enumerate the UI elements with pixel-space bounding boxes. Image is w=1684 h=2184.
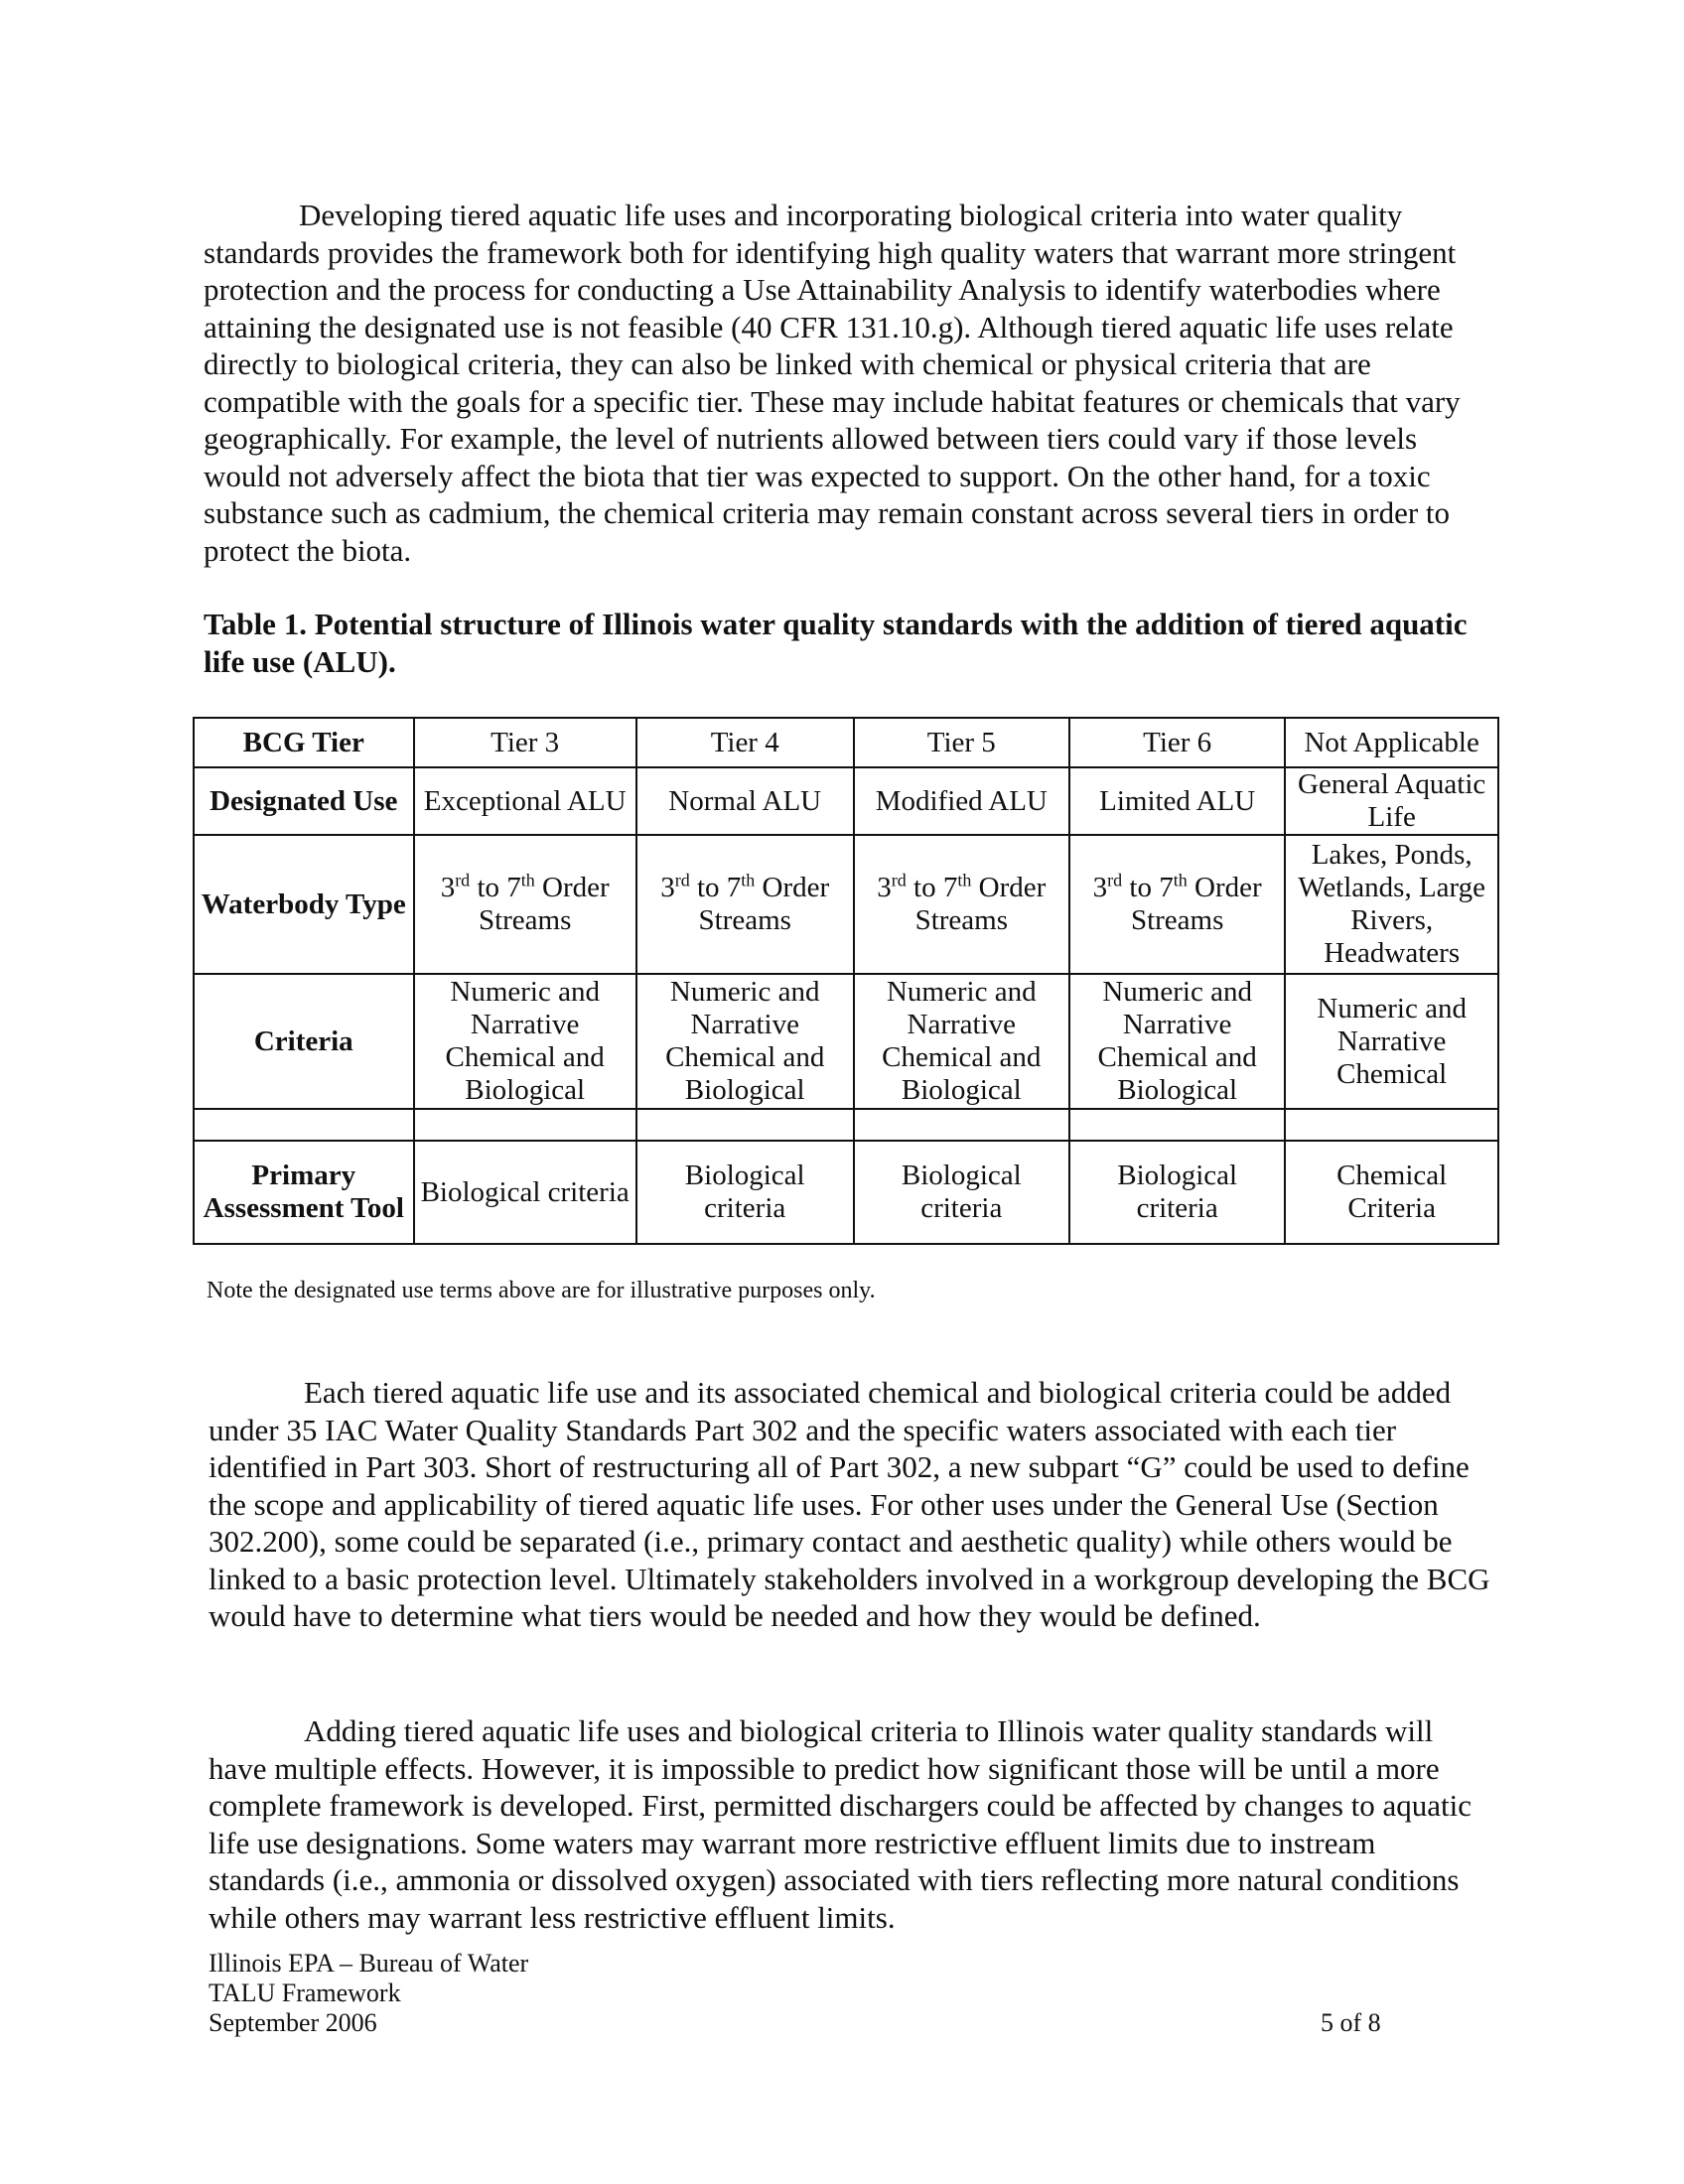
- footer-document: TALU Framework: [209, 1979, 401, 2007]
- empty-cell: [636, 1109, 854, 1141]
- cell-tier-4: Tier 4: [636, 718, 854, 767]
- row-label-criteria: Criteria: [194, 974, 414, 1109]
- cell-limited-alu: Limited ALU: [1069, 767, 1285, 835]
- footer-agency: Illinois EPA – Bureau of Water: [209, 1949, 529, 1978]
- cell-order-streams: 3rd to 7th Order Streams: [1069, 835, 1285, 974]
- cell-order-streams: 3rd to 7th Order Streams: [636, 835, 854, 974]
- row-label-bcg-tier: BCG Tier: [194, 718, 414, 767]
- cell-not-applicable: Not Applicable: [1285, 718, 1498, 767]
- table-note: Note the designated use terms above are for illustrative purposes only.: [207, 1278, 876, 1303]
- row-label-primary-assessment-tool: Primary Assessment Tool: [194, 1141, 414, 1244]
- cell-criteria: Numeric and Narrative Chemical and Biological: [414, 974, 636, 1109]
- paragraph-tiers: Each tiered aquatic life use and its associated chemical and biological criteria could be added under 35 IAC Water Quality Standards Part 302 and the specific waters associated with each tier identified in Part 303. Short of restructuring all of Part 302, a new subpart “G” could be used to define the scope and applicability of tiered aquatic life uses. For other uses under the General Use (Section 302.200), some could be separated (i.e., primary contact and aesthetic quality) while others would be linked to a basic protection level. Ultimately stakeholders involved in a workgroup developing the BCG would have to determine what tiers would be needed and how they would be defined.: [209, 1375, 1490, 1633]
- table-row-empty: [194, 1109, 1498, 1141]
- cell-biological-criteria: Biological criteria: [1069, 1141, 1285, 1244]
- cell-chemical-criteria: Chemical Criteria: [1285, 1141, 1498, 1244]
- empty-cell: [194, 1109, 414, 1141]
- empty-cell: [414, 1109, 636, 1141]
- empty-cell: [1069, 1109, 1285, 1141]
- row-label-designated-use: Designated Use: [194, 767, 414, 835]
- page-footer: [209, 1949, 528, 2038]
- cell-order-streams: 3rd to 7th Order Streams: [414, 835, 636, 974]
- cell-criteria-chemical: Numeric and Narrative Chemical: [1285, 974, 1498, 1109]
- cell-biological-criteria: Biological criteria: [636, 1141, 854, 1244]
- table-row: [194, 718, 1498, 767]
- row-label-waterbody-type: Waterbody Type: [194, 835, 414, 974]
- cell-biological-criteria: Biological criteria: [414, 1141, 636, 1244]
- tier-table: [193, 717, 1499, 1245]
- page-number: 5 of 8: [1321, 2008, 1381, 2037]
- cell-criteria: Numeric and Narrative Chemical and Biological: [636, 974, 854, 1109]
- cell-tier-5: Tier 5: [854, 718, 1069, 767]
- paragraph-intro: Developing tiered aquatic life uses and incorporating biological criteria into water quality standards provides the framework both for identifying high quality waters that warrant more stringent protection and the process for conducting a Use Attainability Analysis to identify waterbodies where attaining the designated use is not feasible (40 CFR 131.10.g). Although tiered aquatic life uses relate directly to biological criteria, they can also be linked with chemical or physical criteria that are compatible with the goals for a specific tier. These may include habitat features or chemicals that vary geographically. For example, the level of nutrients allowed between tiers could vary if those levels would not adversely affect the biota that tier was expected to support. On the other hand, for a toxic substance such as cadmium, the chemical criteria may remain constant across several tiers in order to protect the biota.: [204, 198, 1461, 568]
- cell-order-streams: 3rd to 7th Order Streams: [854, 835, 1069, 974]
- cell-tier-3: Tier 3: [414, 718, 636, 767]
- table-row: [194, 767, 1498, 835]
- cell-criteria: Numeric and Narrative Chemical and Biological: [1069, 974, 1285, 1109]
- table-caption: Table 1. Potential structure of Illinois water quality standards with the addition of tiered aquatic life use (ALU).: [204, 607, 1468, 679]
- cell-normal-alu: Normal ALU: [636, 767, 854, 835]
- paragraph-effects: Adding tiered aquatic life uses and biological criteria to Illinois water quality standards will have multiple effects. However, it is impossible to predict how significant those will be until a more complete framework is developed. First, permitted dischargers could be affected by changes to aquatic life use designations. Some waters may warrant more restrictive effluent limits due to instream standards (i.e., ammonia or dissolved oxygen) associated with tiers reflecting more natural conditions while others may warrant less restrictive effluent limits.: [209, 1713, 1472, 1935]
- empty-cell: [1285, 1109, 1498, 1141]
- cell-general-aquatic-life: General Aquatic Life: [1285, 767, 1498, 835]
- table-row: [194, 974, 1498, 1109]
- empty-cell: [854, 1109, 1069, 1141]
- cell-lakes-ponds: Lakes, Ponds, Wetlands, Large Rivers, Headwaters: [1285, 835, 1498, 974]
- table-row: [194, 835, 1498, 974]
- cell-exceptional-alu: Exceptional ALU: [414, 767, 636, 835]
- table-row: [194, 1141, 1498, 1244]
- cell-modified-alu: Modified ALU: [854, 767, 1069, 835]
- footer-date: September 2006: [209, 2008, 377, 2037]
- cell-biological-criteria: Biological criteria: [854, 1141, 1069, 1244]
- cell-criteria: Numeric and Narrative Chemical and Biological: [854, 974, 1069, 1109]
- cell-tier-6: Tier 6: [1069, 718, 1285, 767]
